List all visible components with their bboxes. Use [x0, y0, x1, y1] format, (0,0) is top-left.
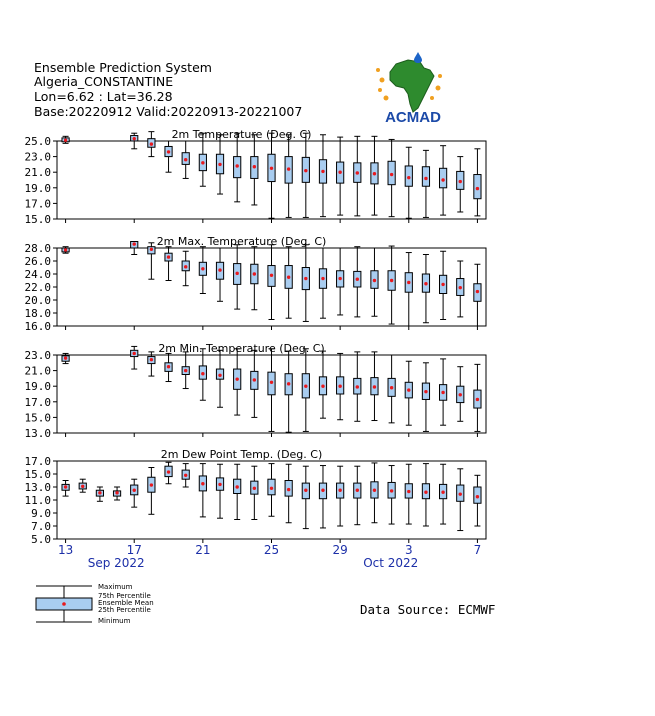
mean-marker [184, 474, 187, 477]
y-tick-label: 17.0 [24, 197, 51, 211]
mean-marker [218, 268, 221, 271]
x-tick-label: 29 [332, 543, 348, 557]
mean-marker [356, 489, 359, 492]
y-tick-label: 15.0 [24, 411, 51, 425]
mean-marker [150, 483, 153, 486]
box-iqr [474, 175, 481, 199]
mean-marker [459, 180, 462, 183]
mean-marker [321, 277, 324, 280]
mean-marker [235, 164, 238, 167]
mean-marker [64, 485, 67, 488]
mean-marker [304, 489, 307, 492]
mean-marker [184, 265, 187, 268]
panel-title: 2m Max. Temperature (Deg. C) [156, 235, 327, 248]
mean-marker [338, 171, 341, 174]
y-tick-label: 21.0 [24, 364, 51, 378]
panel-title: 2m Min. Temperature (Deg. C) [158, 342, 325, 355]
month-label: Sep 2022 [87, 556, 145, 570]
legend-25th-percentile: 25th Percentile [98, 606, 151, 614]
y-tick-label: 21.0 [24, 166, 51, 180]
mean-marker [150, 142, 153, 145]
y-tick-label: 11.0 [24, 494, 51, 507]
acmad-logo-text: ACMAD [385, 109, 441, 126]
mean-marker [390, 386, 393, 389]
y-tick-label: 19.0 [24, 181, 51, 195]
mean-marker [235, 377, 238, 380]
mean-marker [441, 283, 444, 286]
mean-marker [270, 487, 273, 490]
mean-marker [373, 279, 376, 282]
y-tick-label: 17.0 [24, 395, 51, 409]
mean-marker [338, 385, 341, 388]
mean-marker [253, 165, 256, 168]
y-tick-label: 23.0 [24, 150, 51, 164]
mean-marker [150, 358, 153, 361]
mean-marker [441, 491, 444, 494]
header-validity: Base:20220912 Valid:20220913-20221007 [34, 104, 303, 119]
mean-marker [321, 170, 324, 173]
mean-marker [459, 492, 462, 495]
mean-marker [253, 487, 256, 490]
y-tick-label: 16.0 [24, 320, 51, 333]
mean-marker [201, 482, 204, 485]
y-tick-label: 15.0 [24, 213, 51, 226]
mean-marker [184, 158, 187, 161]
y-tick-label: 25.0 [24, 135, 51, 148]
mean-marker [304, 385, 307, 388]
mean-marker [64, 248, 67, 251]
y-tick-label: 13.0 [24, 427, 51, 440]
y-tick-label: 13.0 [24, 481, 51, 494]
mean-marker [167, 470, 170, 473]
mean-marker [253, 378, 256, 381]
mean-marker [441, 391, 444, 394]
mean-marker [390, 279, 393, 282]
mean-marker [459, 286, 462, 289]
legend-75th-percentile: 75th Percentile [98, 592, 151, 600]
mean-marker [407, 490, 410, 493]
mean-marker [218, 163, 221, 166]
mean-marker [373, 385, 376, 388]
mean-marker [476, 398, 479, 401]
mean-marker [201, 161, 204, 164]
mean-marker [133, 352, 136, 355]
mean-marker [373, 489, 376, 492]
mean-marker [270, 274, 273, 277]
mean-marker [133, 242, 136, 245]
y-tick-label: 20.0 [24, 294, 51, 307]
mean-marker [356, 385, 359, 388]
mean-marker [390, 173, 393, 176]
box-iqr [422, 167, 429, 187]
mean-marker [476, 495, 479, 498]
mean-marker [304, 169, 307, 172]
mean-marker [64, 139, 67, 142]
y-tick-label: 5.0 [31, 533, 51, 546]
mean-marker [407, 388, 410, 391]
panel-title: 2m Temperature (Deg. C) [171, 128, 312, 141]
mean-marker [287, 488, 290, 491]
mean-marker [167, 255, 170, 258]
mean-marker [424, 390, 427, 393]
mean-marker [338, 489, 341, 492]
mean-marker [476, 290, 479, 293]
mean-marker [424, 491, 427, 494]
y-tick-label: 7.0 [31, 520, 51, 533]
mean-marker [270, 167, 273, 170]
x-tick-label: 13 [57, 543, 74, 557]
legend-maximum: Maximum [98, 583, 133, 591]
mean-marker [184, 369, 187, 372]
y-tick-label: 9.0 [31, 507, 51, 520]
legend-minimum: Minimum [98, 617, 131, 625]
mean-marker [424, 282, 427, 285]
y-tick-label: 24.0 [24, 268, 51, 281]
mean-marker [424, 177, 427, 180]
mean-marker [287, 276, 290, 279]
y-tick-label: 15.0 [24, 468, 51, 481]
data-source: Data Source: ECMWF [360, 602, 496, 617]
mean-marker [321, 385, 324, 388]
mean-marker [390, 489, 393, 492]
x-tick-label: 7 [473, 543, 482, 557]
month-label: Oct 2022 [363, 556, 419, 570]
header-title: Ensemble Prediction System [34, 60, 212, 75]
mean-marker [287, 167, 290, 170]
mean-marker [373, 172, 376, 175]
mean-marker [64, 356, 67, 359]
mean-marker [441, 178, 444, 181]
x-tick-label: 21 [195, 543, 211, 557]
x-tick-label: 17 [126, 543, 142, 557]
mean-marker [253, 272, 256, 275]
mean-marker [218, 483, 221, 486]
mean-marker [150, 248, 153, 251]
mean-marker [338, 277, 341, 280]
mean-marker [407, 176, 410, 179]
y-tick-label: 26.0 [24, 255, 51, 268]
mean-marker [270, 381, 273, 384]
mean-marker [287, 382, 290, 385]
mean-marker [476, 187, 479, 190]
box-iqr [440, 168, 447, 188]
mean-marker [356, 171, 359, 174]
x-tick-label: 25 [263, 543, 280, 557]
panel-title: 2m Dew Point Temp. (Deg. C) [160, 448, 323, 461]
mean-marker [201, 372, 204, 375]
y-tick-label: 17.0 [24, 455, 51, 468]
mean-marker [81, 485, 84, 488]
mean-marker [235, 485, 238, 488]
mean-marker [167, 365, 170, 368]
y-tick-label: 22.0 [24, 281, 51, 294]
mean-marker [356, 278, 359, 281]
mean-marker [407, 281, 410, 284]
mean-marker [133, 137, 136, 140]
mean-marker [321, 489, 324, 492]
mean-marker [201, 267, 204, 270]
mean-marker [167, 150, 170, 153]
mean-marker [218, 374, 221, 377]
mean-marker [459, 393, 462, 396]
x-tick-label: 3 [404, 543, 413, 557]
y-tick-label: 19.0 [24, 380, 51, 394]
y-tick-label: 23.0 [24, 349, 51, 362]
mean-marker [115, 491, 118, 494]
y-tick-label: 18.0 [24, 307, 51, 320]
mean-marker [133, 489, 136, 492]
y-tick-label: 28.0 [24, 242, 51, 255]
header-station: Algeria_CONSTANTINE [34, 74, 174, 89]
mean-marker [235, 272, 238, 275]
legend-ensemble-mean: Ensemble Mean [98, 599, 154, 607]
mean-marker [304, 277, 307, 280]
header-coordinates: Lon=6.62 : Lat=36.28 [34, 89, 173, 104]
mean-marker [98, 491, 101, 494]
